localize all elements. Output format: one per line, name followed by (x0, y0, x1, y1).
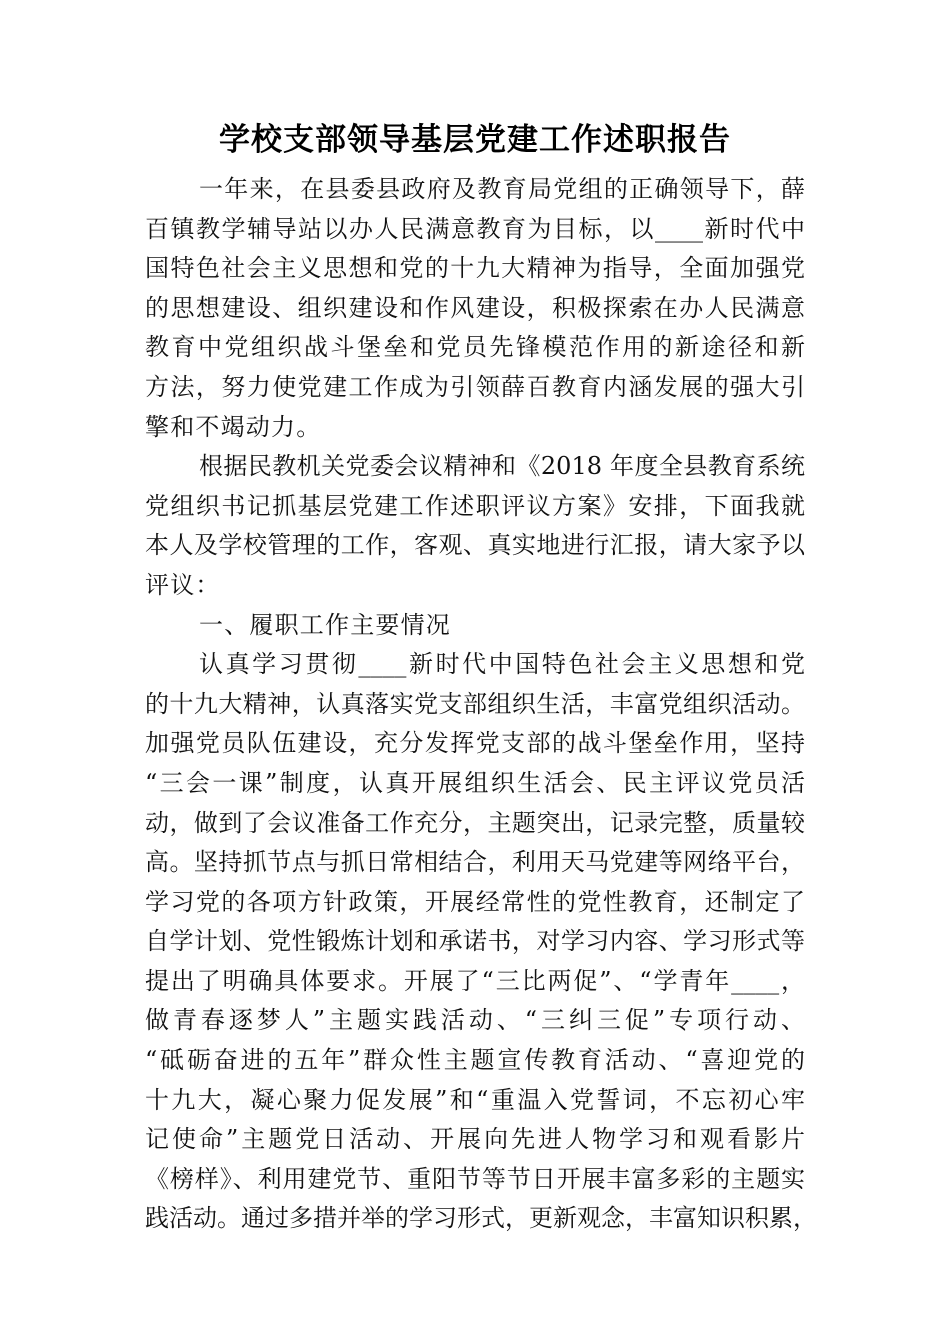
paragraph-line: 学习党的各项方针政策，开展经常性的党性教育，还制定了 (145, 887, 805, 916)
paragraph-line: 一年来，在县委县政府及教育局党组的正确领导下，薛 (199, 175, 805, 203)
paragraph-line: 提出了明确具体要求。开展了“三比两促”、“学青年____， (145, 966, 805, 995)
paragraph-line: 国特色社会主义思想和党的十九大精神为指导，全面加强党 (145, 254, 805, 283)
section-heading: 一、履职工作主要情况 (199, 610, 451, 639)
paragraph-line: 认真学习贯彻____新时代中国特色社会主义思想和党 (199, 650, 805, 679)
paragraph-line: 《榜样》、利用建党节、重阳节等节日开展丰富多彩的主题实 (145, 1164, 805, 1193)
paragraph-line: 本人及学校管理的工作，客观、真实地进行汇报，请大家予以 (145, 531, 805, 560)
paragraph-line: 评议： (145, 570, 221, 599)
paragraph-line: “三会一课”制度，认真开展组织生活会、民主评议党员活 (145, 768, 805, 797)
paragraph-line: 擎和不竭动力。 (145, 412, 322, 441)
paragraph-line: 加强党员队伍建设，充分发挥党支部的战斗堡垒作用，坚持 (145, 729, 805, 758)
document-title: 学校支部领导基层党建工作述职报告 (219, 122, 731, 158)
document-body (145, 170, 817, 1239)
paragraph-line: 党组织书记抓基层党建工作述职评议方案》安排，下面我就 (145, 491, 805, 520)
paragraph-line: “砥砺奋进的五年”群众性主题宣传教育活动、“喜迎党的 (145, 1046, 805, 1075)
paragraph-line: 高。坚持抓节点与抓日常相结合，利用天马党建等网络平台， (145, 848, 805, 877)
paragraph-line: 十九大，凝心聚力促发展”和“重温入党誓词，不忘初心牢 (145, 1085, 805, 1114)
paragraph-line: 百镇教学辅导站以办人民满意教育为目标，以____新时代中 (145, 214, 805, 243)
paragraph-line: 动，做到了会议准备工作充分，主题突出，记录完整，质量较 (145, 808, 805, 837)
paragraph-line: 自学计划、党性锻炼计划和承诺书，对学习内容、学习形式等 (145, 927, 805, 956)
paragraph-line: 教育中党组织战斗堡垒和党员先锋模范作用的新途径和新 (145, 333, 805, 362)
paragraph-line: 根据民教机关党委会议精神和《2018 年度全县教育系统 (199, 452, 805, 481)
paragraph-line: 记使命”主题党日活动、开展向先进人物学习和观看影片 (145, 1125, 805, 1154)
paragraph-line: 做青春逐梦人”主题实践活动、“三纠三促”专项行动、 (145, 1006, 805, 1035)
paragraph-line: 方法，努力使党建工作成为引领薛百教育内涵发展的强大引 (145, 372, 805, 401)
paragraph-line: 的十九大精神，认真落实党支部组织生活，丰富党组织活动。 (145, 689, 805, 718)
paragraph-line: 的思想建设、组织建设和作风建设，积极探索在办人民满意 (145, 293, 805, 322)
paragraph-line: 践活动。通过多措并举的学习形式，更新观念，丰富知识积累， (145, 1204, 817, 1233)
